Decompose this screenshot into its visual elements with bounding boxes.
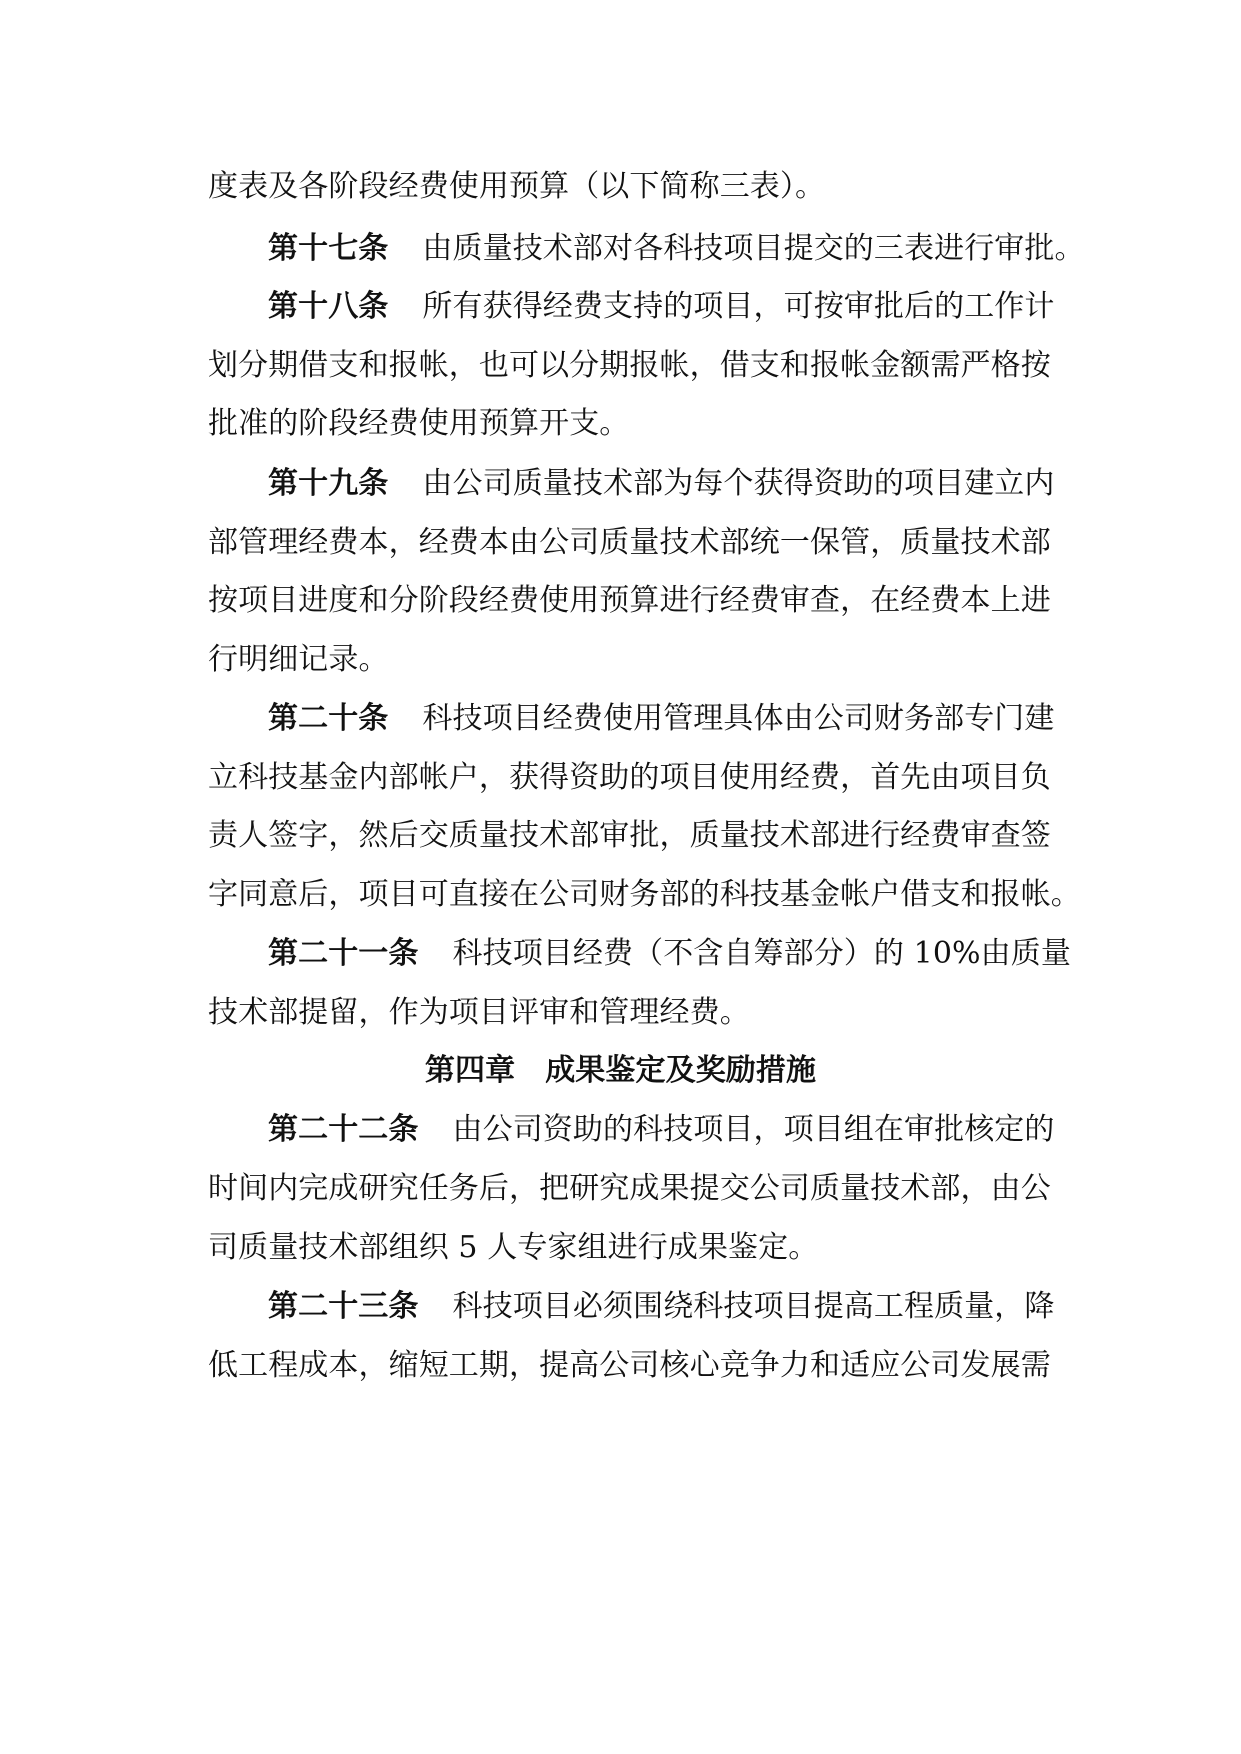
line-text: 时间内完成研究任务后，把研究成果提交公司质量技术部，由公 xyxy=(208,1171,1051,1206)
text-line xyxy=(208,512,1088,574)
line-text: 由公司资助的科技项目，项目组在审批核定的 xyxy=(452,1112,1055,1147)
text-line xyxy=(208,570,1088,632)
chapter-title: 成果鉴定及奖励措施 xyxy=(545,1053,817,1088)
line-text: 技术部提留，作为项目评审和管理经费。 xyxy=(208,995,750,1030)
text-line xyxy=(208,805,1088,867)
line-text: 司质量技术部组织 5 人专家组进行成果鉴定。 xyxy=(208,1230,819,1265)
text-line xyxy=(208,747,1088,809)
text-line xyxy=(208,1158,1088,1220)
line-text: 科技项目必须围绕科技项目提高工程质量，降 xyxy=(452,1289,1055,1324)
article-number: 第十八条 xyxy=(268,289,389,324)
line-text: 立科技基金内部帐户，获得资助的项目使用经费，首先由项目负 xyxy=(208,760,1051,795)
chapter-number: 第四章 xyxy=(424,1053,516,1088)
text-line xyxy=(208,335,1088,397)
line-text: 科技项目经费使用管理具体由公司财务部专门建 xyxy=(422,701,1055,736)
article-21 xyxy=(268,923,1148,985)
text-line xyxy=(208,629,1088,691)
line-text: 所有获得经费支持的项目，可按审批后的工作计 xyxy=(422,289,1055,324)
article-number: 第二十三条 xyxy=(268,1289,419,1324)
line-text: 字同意后，项目可直接在公司财务部的科技基金帐户借支和报帐。 xyxy=(208,877,1081,912)
line-text: 由公司质量技术部为每个获得资助的项目建立内 xyxy=(422,466,1055,501)
text-line xyxy=(208,156,1088,218)
article-22 xyxy=(268,1099,1148,1161)
article-23 xyxy=(268,1276,1148,1338)
line-text: 划分期借支和报帐，也可以分期报帐，借支和报帐金额需严格按 xyxy=(208,348,1051,383)
line-text: 科技项目经费（不含自筹部分）的 10%由质量 xyxy=(452,936,1071,971)
article-20 xyxy=(268,688,1148,750)
article-number: 第二十二条 xyxy=(268,1112,419,1147)
line-text: 按项目进度和分阶段经费使用预算进行经费审查，在经费本上进 xyxy=(208,583,1051,618)
chapter-heading xyxy=(0,1040,1241,1102)
article-number: 第十七条 xyxy=(268,231,389,266)
article-number: 第二十条 xyxy=(268,701,389,736)
article-17 xyxy=(268,218,1148,280)
line-text: 由质量技术部对各科技项目提交的三表进行审批。 xyxy=(422,231,1085,266)
text-line xyxy=(208,1217,1088,1279)
line-text: 度表及各阶段经费使用预算（以下简称三表）。 xyxy=(208,169,826,204)
text-line xyxy=(208,393,1088,455)
line-text: 低工程成本，缩短工期，提高公司核心竞争力和适应公司发展需 xyxy=(208,1348,1051,1383)
article-19 xyxy=(268,453,1148,515)
line-text: 行明细记录。 xyxy=(208,642,389,677)
article-18 xyxy=(268,276,1148,338)
article-number: 第二十一条 xyxy=(268,936,419,971)
line-text: 责人签字，然后交质量技术部审批，质量技术部进行经费审查签 xyxy=(208,818,1051,853)
line-text: 批准的阶段经费使用预算开支。 xyxy=(208,406,630,441)
text-line xyxy=(208,982,1088,1044)
text-line xyxy=(208,1335,1088,1397)
text-line xyxy=(208,864,1088,926)
line-text: 部管理经费本，经费本由公司质量技术部统一保管，质量技术部 xyxy=(208,525,1051,560)
article-number: 第十九条 xyxy=(268,466,389,501)
